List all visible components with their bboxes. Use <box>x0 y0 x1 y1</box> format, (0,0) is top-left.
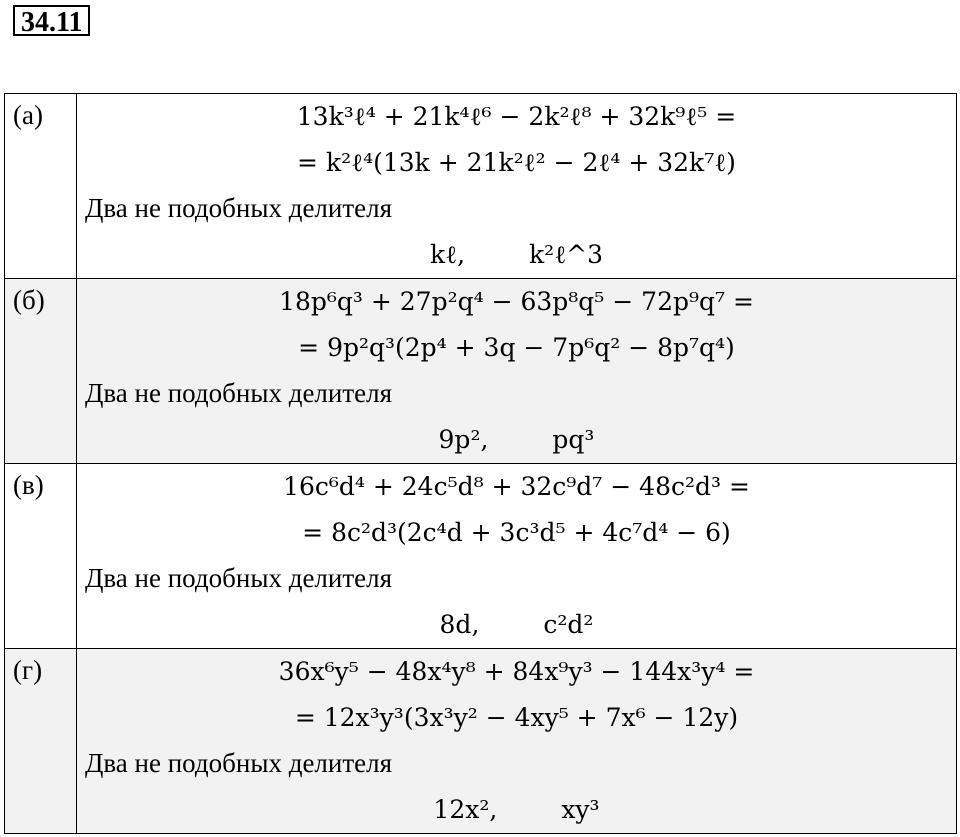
equation-line-1: 18p⁶q³ + 27p²q⁴ − 63p⁸q⁵ − 72p⁹q⁷ = <box>279 287 754 316</box>
divisors-line <box>77 787 956 833</box>
divisors-line <box>77 602 956 648</box>
divisors-line <box>77 232 956 278</box>
table-row-d <box>5 649 957 834</box>
row-label: (а) <box>5 94 77 279</box>
row-label: (в) <box>5 464 77 649</box>
table-row-b <box>5 279 957 464</box>
row-content <box>77 649 957 834</box>
task-number: 34.11 <box>13 5 90 36</box>
equation-line-1: 36x⁶y⁵ − 48x⁴y⁸ + 84x⁹y³ − 144x³y⁴ = <box>278 657 755 686</box>
divisor-2: pq³ <box>552 425 595 454</box>
divisor-2: k²ℓ^3 <box>529 240 604 269</box>
equation-line-2: = 8c²d³(2c⁴d + 3c³d⁵ + 4c⁷d⁴ − 6) <box>302 518 731 547</box>
divisors-caption: Два не подобных делителя <box>85 193 393 223</box>
equation-line-2: = 12x³y³(3x³y² − 4xy⁵ + 7x⁶ − 12y) <box>294 703 739 732</box>
row-content <box>77 279 957 464</box>
equation-line-1: 13k³ℓ⁴ + 21k⁴ℓ⁶ − 2k²ℓ⁸ + 32k⁹ℓ⁵ = <box>296 102 737 131</box>
divisor-1: 9p², <box>438 425 489 454</box>
table-row-c <box>5 464 957 649</box>
divisor-2: c²d² <box>543 610 594 639</box>
table-row-a <box>5 94 957 279</box>
divisors-caption: Два не подобных делителя <box>85 563 393 593</box>
divisor-2: xy³ <box>561 795 600 824</box>
divisors-caption: Два не подобных делителя <box>85 748 393 778</box>
row-label: (б) <box>5 279 77 464</box>
equation-line-2: = 9p²q³(2p⁴ + 3q − 7p⁶q² − 8p⁷q⁴) <box>298 333 735 362</box>
divisors-caption: Два не подобных делителя <box>85 378 393 408</box>
row-label: (г) <box>5 649 77 834</box>
equation-line-1: 16c⁶d⁴ + 24c⁵d⁸ + 32c⁹d⁷ − 48c²d³ = <box>283 472 750 501</box>
equation-line-2: = k²ℓ⁴(13k + 21k²ℓ² − 2ℓ⁴ + 32k⁷ℓ) <box>297 148 736 177</box>
row-content <box>77 464 957 649</box>
divisor-1: kℓ, <box>429 240 466 269</box>
divisor-1: 12x², <box>433 795 498 824</box>
divisors-line <box>77 417 956 463</box>
solutions-table <box>4 93 957 834</box>
divisor-1: 8d, <box>439 610 480 639</box>
row-content <box>77 94 957 279</box>
